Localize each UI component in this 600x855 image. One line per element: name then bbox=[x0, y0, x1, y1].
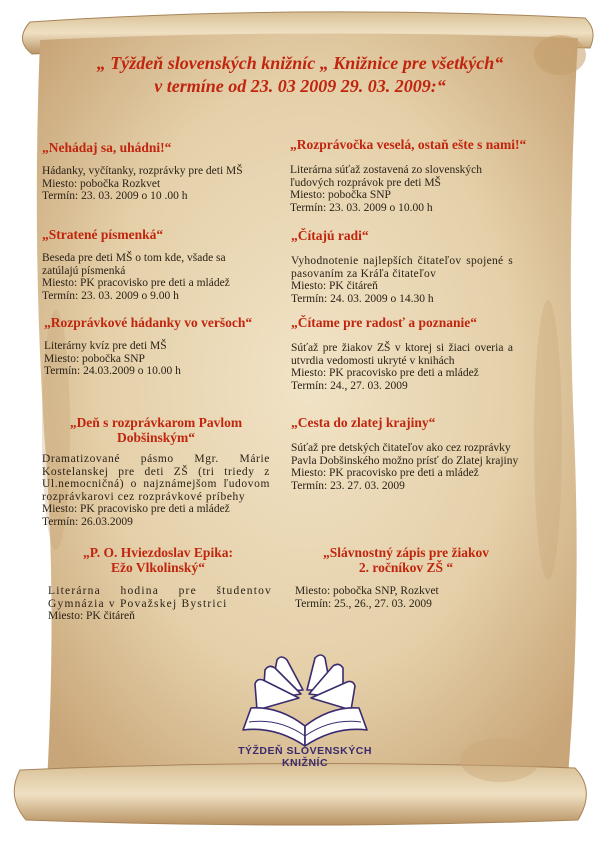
event-place: Miesto: pobočka Rozkvet bbox=[42, 177, 161, 190]
logo-text-second: KNIŽNÍC bbox=[281, 757, 329, 769]
event-place: Miesto: PK čitáreň bbox=[48, 610, 135, 622]
event-heading-line: 2. ročníkov ZŠ “ bbox=[358, 560, 454, 575]
event-date: Termín: 24. 03. 2009 o 14.30 h bbox=[291, 292, 434, 305]
event-heading: „Rozprávkové hádanky vo veršoch“ bbox=[44, 315, 253, 330]
event-date: Termín: 23. 27. 03. 2009 bbox=[291, 479, 405, 492]
event-heading bbox=[44, 545, 272, 575]
event-heading: „Čítame pre radosť a poznanie“ bbox=[291, 315, 478, 330]
event-place: Miesto: pobočka SNP bbox=[44, 352, 145, 365]
event-hviezdoslav-epika bbox=[44, 545, 272, 623]
event-heading-line: „Slávnostný zápis pre žiakov bbox=[323, 545, 489, 560]
event-description: Dramatizované pásmo Mgr. Márie Kostelanskej pre deti ZŠ (tri triedy z Ul.nemocničná) o najznámejšom ľudovom rozprávkarovi cez rozprávkové príbehy bbox=[42, 453, 270, 503]
event-description: ľudových rozprávok pre deti MŠ bbox=[290, 176, 441, 189]
event-description: Pavla Dobšinského možno prísť do Zlatej krajiny bbox=[291, 454, 519, 467]
event-cesta-do-zlatej-krajiny bbox=[291, 415, 541, 492]
event-date: Termín: 26.03.2009 bbox=[42, 515, 133, 528]
event-description: Vyhodnotenie najlepších čitateľov spojené s pasovaním za Kráľa čitateľov bbox=[291, 255, 513, 280]
event-date: Termín: 23. 03. 2009 o 10.00 h bbox=[290, 201, 433, 214]
event-heading-line: Ežo Vlkolinský“ bbox=[111, 560, 205, 575]
event-citaju-radi bbox=[291, 228, 513, 305]
event-slavnostny-zapis bbox=[291, 545, 521, 610]
event-heading bbox=[291, 545, 521, 575]
event-place: Miesto: PK pracovisko pre deti a mládež bbox=[42, 503, 230, 515]
event-date: Termín: 24.03.2009 o 10.00 h bbox=[44, 365, 181, 377]
event-nehadaj-sa bbox=[42, 140, 262, 203]
event-rozpravocka-vesela bbox=[290, 137, 540, 214]
event-date: Termín: 24., 27. 03. 2009 bbox=[291, 379, 408, 392]
event-heading: „Čítajú radi“ bbox=[291, 228, 369, 243]
event-description: Súťaž pre žiakov ZŠ v ktorej si žiaci overia a utvrdia vedomosti ukryté v knihách bbox=[291, 342, 513, 367]
event-heading bbox=[42, 415, 270, 445]
event-heading: „Rozprávočka veselá, ostaň ešte s nami!“ bbox=[290, 137, 527, 152]
event-description: Súťaž pre detských čitateľov ako cez rozprávky bbox=[291, 442, 511, 454]
page-subtitle-dates: v termíne od 23. 03 2009 29. 03. 2009:“ bbox=[154, 76, 446, 96]
event-heading: „Stratené písmenká“ bbox=[42, 227, 164, 242]
event-heading-line: „P. O. Hviezdoslav Epika: bbox=[83, 545, 233, 560]
event-description: Literárna súťaž zostavená zo slovenských bbox=[290, 164, 483, 176]
event-date: Termín: 23. 03. 2009 o 9.00 h bbox=[42, 289, 179, 302]
event-heading: „Cesta do zlatej krajiny“ bbox=[291, 415, 436, 430]
event-place: Miesto: PK pracovisko pre deti a mládež bbox=[42, 277, 230, 289]
event-rozpravkove-hadanky bbox=[44, 315, 266, 378]
event-date: Termín: 25., 26., 27. 03. 2009 bbox=[295, 597, 432, 610]
event-heading-line: „Deň s rozprávkarom Pavlom bbox=[69, 415, 243, 430]
event-description: Hádanky, vyčítanky, rozprávky pre deti MŠ bbox=[42, 165, 243, 177]
event-stratene-pismenka bbox=[42, 227, 264, 302]
event-heading: „Nehádaj sa, uhádni!“ bbox=[42, 140, 172, 155]
event-description: Literárna hodina pre študentov Gymnázia v Považskej Bystrici bbox=[48, 585, 272, 610]
event-description: Beseda pre deti MŠ o tom kde, všade sa bbox=[42, 252, 226, 264]
logo-text: TÝŽDEŇ SLOVENSKÝCH bbox=[238, 745, 372, 757]
event-heading-line: Dobšinským“ bbox=[116, 430, 196, 445]
event-place: Miesto: pobočka SNP bbox=[290, 189, 391, 201]
event-place: Miesto: PK pracovisko pre deti a mládež bbox=[291, 467, 479, 479]
event-place: Miesto: PK pracovisko pre deti a mládež bbox=[291, 367, 479, 379]
event-description: Literárny kvíz pre deti MŠ bbox=[44, 340, 167, 352]
page-title: „ Týždeň slovenských knižníc „ Knižnice pre všetkých“ bbox=[96, 53, 504, 73]
event-place: Miesto: PK čitáreň bbox=[291, 280, 378, 292]
event-date: Termín: 23. 03. 2009 o 10 .00 h bbox=[42, 190, 188, 202]
event-place: Miesto: pobočka SNP, Rozkvet bbox=[295, 585, 439, 597]
event-citame-pre-radost bbox=[291, 315, 513, 392]
event-description: zatúlajú písmenká bbox=[42, 264, 126, 277]
event-den-s-rozpravkarom bbox=[42, 415, 270, 528]
